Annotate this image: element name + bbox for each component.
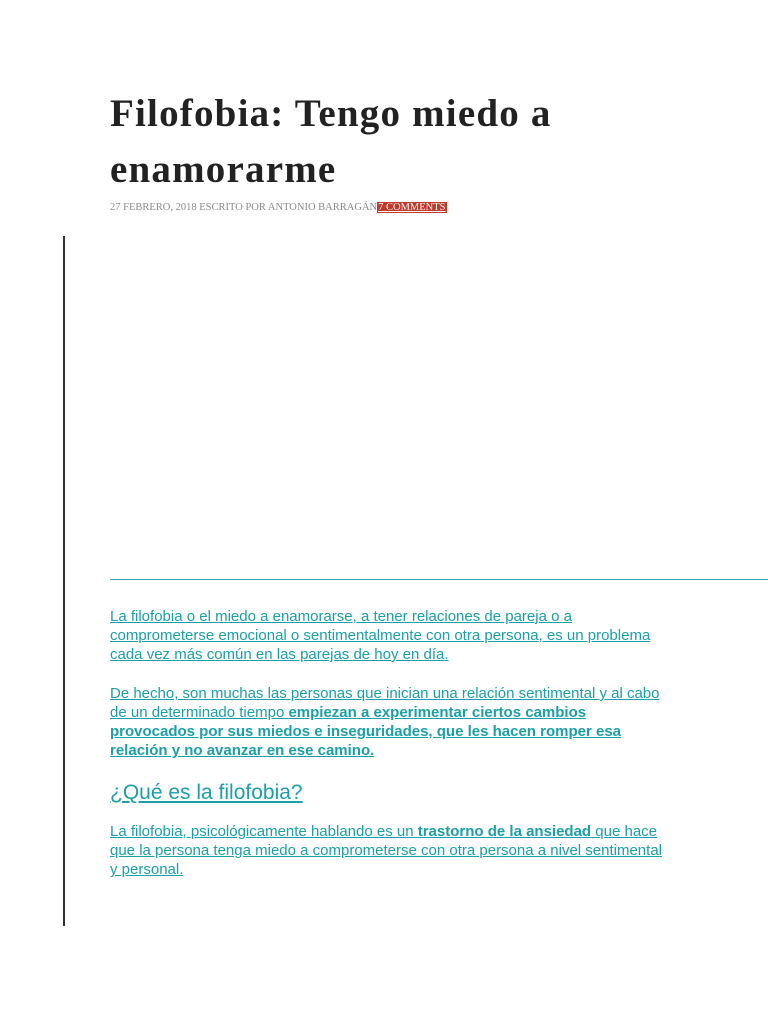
content-divider (110, 579, 768, 580)
article-body (110, 607, 670, 899)
section-heading[interactable]: ¿Qué es la filofobia? (110, 781, 303, 804)
comments-link[interactable]: 7 COMMENTS (378, 202, 446, 213)
paragraph-second-bold: empiezan a experimentar ciertos cambios provocados por sus miedos e inseguridades, que les hacen romper esa relación y no avanzar en ese camino. (110, 704, 622, 759)
article-meta (110, 201, 447, 214)
paragraph-definition[interactable] (110, 822, 670, 879)
paragraph-second[interactable] (110, 684, 670, 760)
paragraph-intro[interactable]: La filofobia o el miedo a enamorarse, a tener relaciones de pareja o a comprometerse emocional o sentimentalmente con otra persona, es un problema cada vez más común en las parejas de hoy en día. (110, 608, 651, 663)
paragraph-definition-tail: que hace que la persona tenga miedo a comprometerse con otra persona a nivel sentimental y personal. (110, 823, 662, 878)
paragraph-second-text: De hecho, son muchas las personas que inician una relación sentimental y al cabo de un determinado tiempo (110, 685, 660, 721)
left-vertical-rule (63, 236, 65, 926)
article-byline: 27 FEBRERO, 2018 ESCRITO POR ANTONIO BARRAGÁN (110, 202, 378, 213)
paragraph-definition-bold: trastorno de la ansiedad (417, 823, 592, 840)
article-title: Filofobia: Tengo miedo a enamorarme (110, 92, 552, 191)
paragraph-definition-text: La filofobia, psicológicamente hablando es un (110, 823, 418, 840)
